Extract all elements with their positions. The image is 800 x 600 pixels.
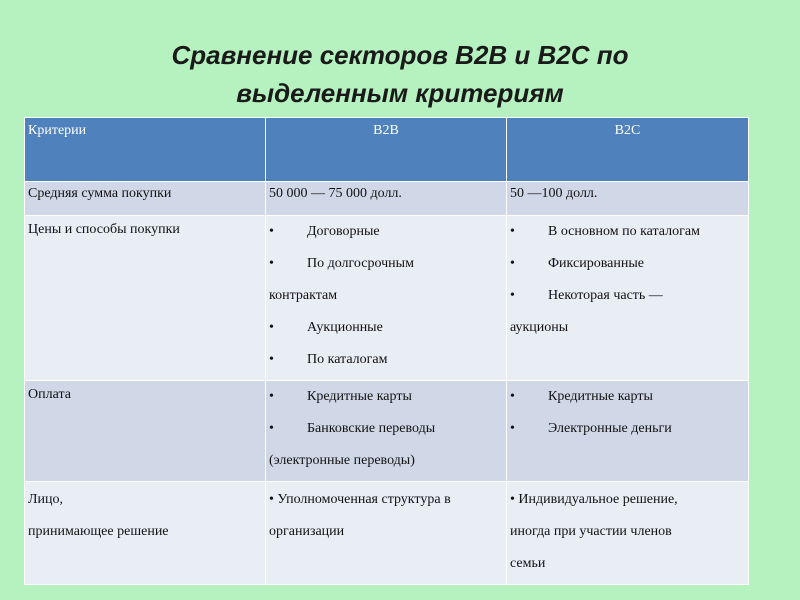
bullet: • (510, 288, 515, 303)
header-row (25, 118, 749, 182)
criterion-text: Оплата (28, 387, 71, 402)
cell-b2b (266, 216, 507, 381)
comparison-table (24, 117, 749, 585)
table-row (25, 182, 749, 216)
slide-title-line-2: выделенным критериям (236, 78, 564, 108)
list-item-continuation: аукционы (510, 320, 569, 335)
cell-b2c (507, 216, 749, 381)
bullet: • (269, 224, 274, 239)
list-item: • Договорные (269, 216, 503, 248)
bullet: • (269, 320, 274, 335)
bullet: • (510, 256, 515, 271)
bullet: • (510, 224, 515, 239)
list-item: • Банковские переводы (269, 413, 503, 445)
list-item: • По каталогам (269, 344, 503, 376)
cell-criterion (25, 381, 266, 482)
list-item: • Фиксированные (510, 248, 745, 280)
list-item-continuation: (электронные переводы) (269, 453, 415, 468)
header-b2b: B2B (266, 118, 507, 182)
criterion-line: принимающее решение (28, 524, 169, 539)
cell-b2c: 50 —100 долл. (507, 182, 749, 216)
table-row (25, 381, 749, 482)
cell-criterion (25, 482, 266, 585)
cell-b2b: 50 000 — 75 000 долл. (266, 182, 507, 216)
list-item: • Некоторая часть — (510, 280, 745, 312)
list-item: • Кредитные карты (510, 381, 745, 413)
cell-b2c (507, 482, 749, 585)
cell-criterion (25, 216, 266, 381)
bullet: • (510, 421, 515, 436)
table-row (25, 216, 749, 381)
cell-b2b (266, 381, 507, 482)
cell-line: семьи (510, 556, 546, 571)
cell-criterion: Средняя сумма покупки (25, 182, 266, 216)
header-b2c: B2C (507, 118, 749, 182)
cell-b2b (266, 482, 507, 585)
header-criteria: Критерии (25, 118, 266, 182)
cell-b2c (507, 381, 749, 482)
table-row (25, 482, 749, 585)
list-item-continuation: контрактам (269, 288, 338, 303)
bullet: • (510, 389, 515, 404)
slide-title (0, 36, 800, 112)
criterion-text: Цены и способы покупки (28, 222, 180, 237)
bullet: • (269, 389, 274, 404)
list-item: • В основном по каталогам (510, 216, 745, 248)
bullet: • (269, 421, 274, 436)
list-item: • Электронные деньги (510, 413, 745, 445)
cell-line: • Уполномоченная структура в (269, 492, 451, 507)
bullet: • (269, 256, 274, 271)
list-item: • Кредитные карты (269, 381, 503, 413)
cell-line: иногда при участии членов (510, 524, 672, 539)
criterion-line: Лицо, (28, 492, 63, 507)
list-item: • Аукционные (269, 312, 503, 344)
list-item: • По долгосрочным (269, 248, 503, 280)
cell-line: организации (269, 524, 345, 539)
bullet: • (269, 352, 274, 367)
cell-line: • Индивидуальное решение, (510, 492, 678, 507)
slide-title-line-1: Сравнение секторов В2В и В2С по (171, 40, 629, 70)
